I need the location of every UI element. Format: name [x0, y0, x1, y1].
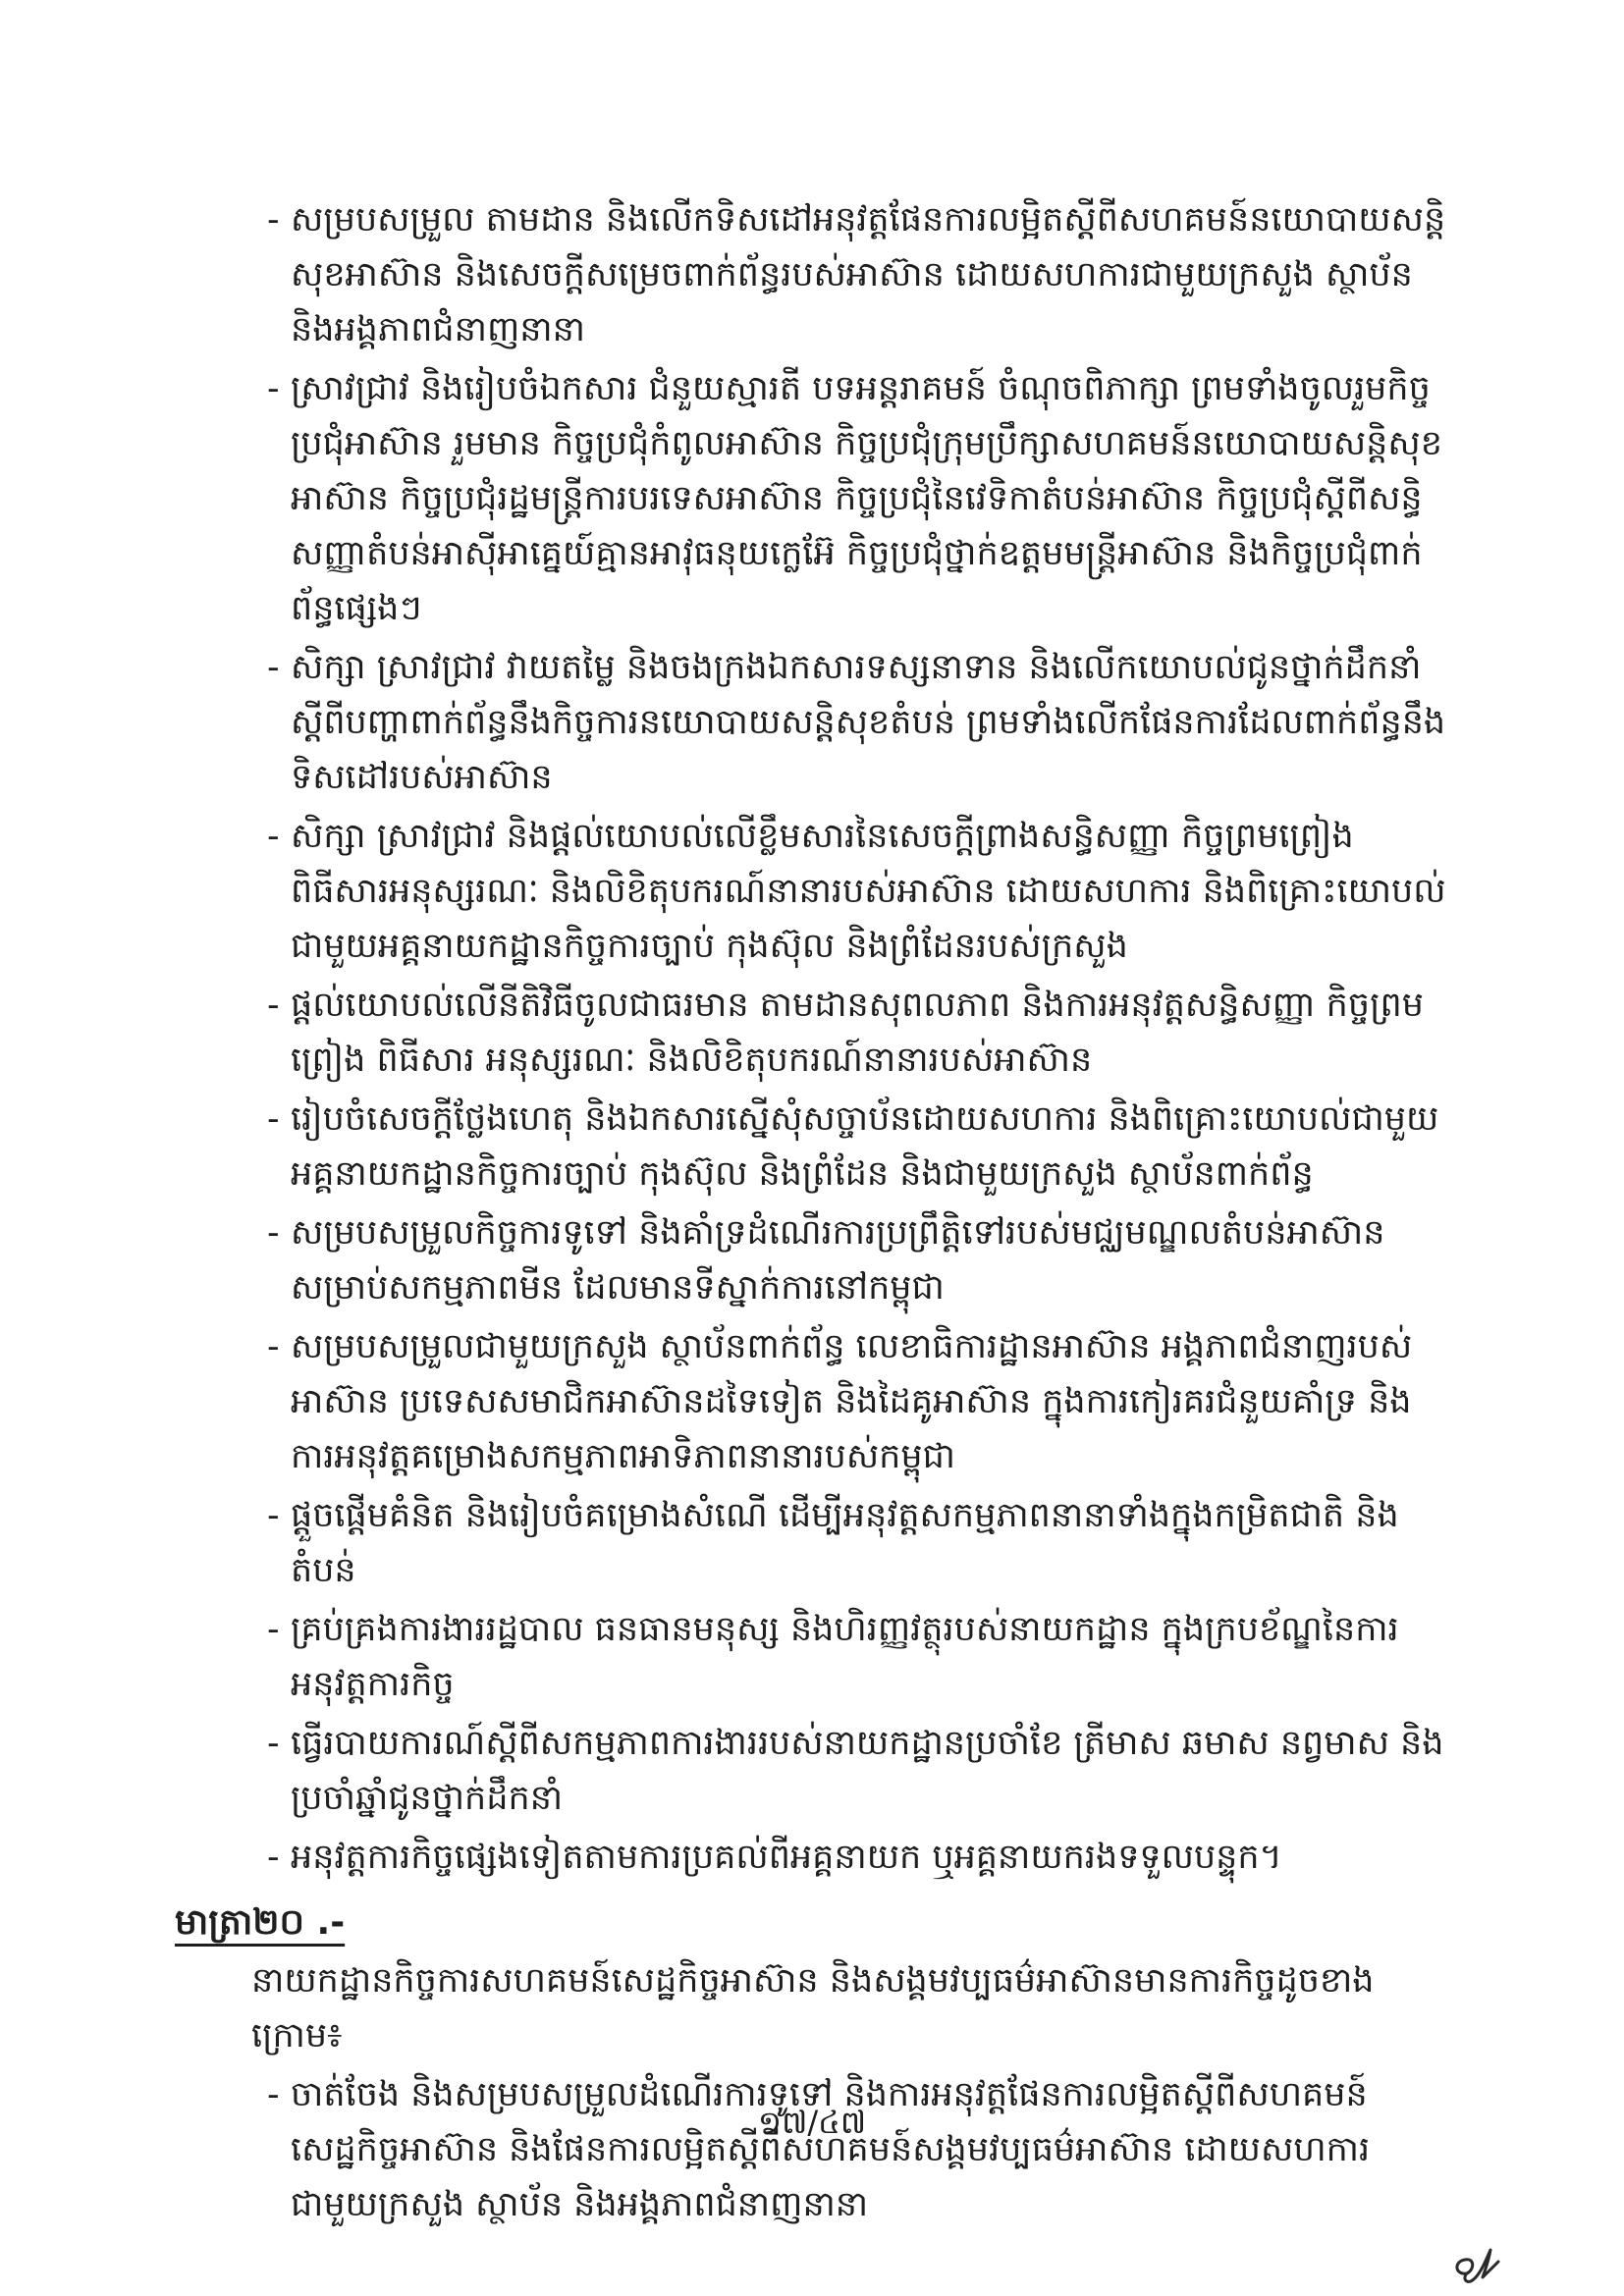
- page-number: ១៧/៤៧: [757, 2104, 867, 2141]
- list-item: [175, 1830, 1451, 1885]
- list-item-text: សម្របសម្រួលកិច្ចការទូទៅ និងគាំទ្រដំណើរការប្រព្រឹត្តិទៅរបស់មជ្ឈមណ្ឌលតំបន់អាស៊ានសម្រាប់សកម្មភាពមីន ដែលមានទីស្នាក់ការនៅកម្ពុជា: [291, 1213, 1385, 1308]
- list-item: [175, 361, 1451, 636]
- handwritten-initials-icon: [1445, 2244, 1502, 2285]
- bullet-dash: -: [267, 986, 280, 1025]
- list-item-text: សម្របសម្រួលជាមួយក្រសួង ស្ថាប័នពាក់ព័ន្ធ លេខាធិការដ្ឋានអាស៊ាន អង្គភាពជំនាញរបស់អាស៊ាន ប្រទេសសមាជិកអាស៊ានដទៃទៀត និងដៃគូអាស៊ាន ក្នុងការកៀរគរជំនួយគាំទ្រ និងការអនុវត្តគម្រោងសកម្មភាពអាទិភាពនានារបស់កម្ពុជា: [291, 1327, 1413, 1476]
- list-item: [175, 1319, 1451, 1484]
- list-item: [175, 2067, 1451, 2232]
- bullet-dash: -: [267, 1213, 280, 1253]
- list-item-text: អនុវត្តការកិច្ចផ្សេងទៀតតាមការប្រគល់ពីអគ្គនាយក ឬអគ្គនាយករងទទួលបន្ទុក។: [291, 1838, 1282, 1877]
- bullet-dash: -: [267, 1724, 280, 1763]
- article-duties-list: [175, 2067, 1451, 2232]
- list-item: [175, 192, 1451, 357]
- bullet-dash: -: [267, 1496, 280, 1535]
- duties-list: [175, 192, 1451, 1885]
- bullet-dash: -: [267, 648, 280, 687]
- article-heading: មាត្រា២០ .-: [175, 1902, 346, 1943]
- bullet-dash: -: [267, 1099, 280, 1139]
- bullet-dash: -: [267, 369, 280, 408]
- list-item: [175, 640, 1451, 805]
- list-item-text: ធ្វើរបាយការណ៍ស្តីពីសកម្មភាពការងាររបស់នាយកដ្ឋានប្រចាំខែ ត្រីមាស ឆមាស នព្វមាស និងប្រចាំឆ្នាំជូនថ្នាក់ដឹកនាំ: [291, 1724, 1444, 1818]
- list-item: [175, 978, 1451, 1088]
- list-item-text: សិក្សា ស្រាវជ្រាវ និងផ្តល់យោបល់លើខ្លឹមសារនៃសេចក្តីព្រាងសន្ធិសញ្ញា កិច្ចព្រមព្រៀង ពិធីសារអនុស្សរណៈ និងលិខិតុបករណ៍នានារបស់អាស៊ាន ដោយសហការ និងពិគ្រោះយោបល់ ជាមួយអគ្គនាយកដ្ឋានកិច្ចការច្បាប់ កុងស៊ុល និងព្រំដែនរបស់ក្រសួង: [291, 817, 1446, 966]
- bullet-dash: -: [267, 2075, 280, 2114]
- list-item: [175, 1488, 1451, 1598]
- list-item: [175, 809, 1451, 974]
- list-item: [175, 1602, 1451, 1712]
- list-item-text: ផ្តល់យោបល់លើនីតិវិធីចូលជាធរមាន តាមដានសុពលភាព និងការអនុវត្តសន្ធិសញ្ញា កិច្ចព្រមព្រៀង ពិធីសារ អនុស្សរណៈ និងលិខិតុបករណ៍នានារបស់អាស៊ាន: [291, 986, 1424, 1080]
- bullet-dash: -: [267, 817, 280, 856]
- list-item: [175, 1092, 1451, 1201]
- list-item: [175, 1716, 1451, 1826]
- list-item-text: ស្រាវជ្រាវ និងរៀបចំឯកសារ ជំនួយស្មារតី បទអន្តរាគមន៍ ចំណុចពិភាក្សា ព្រមទាំងចូលរួមកិច្ចប្រជុំអាស៊ាន រួមមាន កិច្ចប្រជុំកំពូលអាស៊ាន កិច្ចប្រជុំក្រុមប្រឹក្សាសហគមន៍នយោបាយសន្តិសុខអាស៊ាន កិច្ចប្រជុំរដ្ឋមន្ត្រីការបរទេសអាស៊ាន កិច្ចប្រជុំនៃវេទិកាតំបន់អាស៊ាន កិច្ចប្រជុំស្តីពីសន្ធិសញ្ញាតំបន់អាស៊ីអាគ្នេយ៍គ្មានអាវុធនុយក្លេអ៊ែ កិច្ចប្រជុំថ្នាក់ឧត្តមមន្ត្រីអាស៊ាន និងកិច្ចប្រជុំពាក់ព័ន្ធផ្សេងៗ: [291, 369, 1442, 628]
- list-item-text: គ្រប់គ្រងការងាររដ្ឋបាល ធនធានមនុស្ស និងហិរញ្ញវត្ថុរបស់នាយកដ្ឋាន ក្នុងក្របខ័ណ្ឌនៃការអនុវត្តការកិច្ច: [291, 1610, 1399, 1704]
- list-item: [175, 1205, 1451, 1315]
- list-item-text: ចាត់ចែង និងសម្របសម្រួលដំណើរការទូទៅ និងការអនុវត្តផែនការលម្អិតស្តីពីសហគមន៍សេដ្ឋកិច្ចអាស៊ាន និងផែនការលម្អិតស្តីពីសហគមន៍សង្គមវប្បធម៌អាស៊ាន ដោយសហការជាមួយក្រសួង ស្ថាប័ន និងអង្គភាពជំនាញនានា: [291, 2075, 1371, 2224]
- list-item-text: សិក្សា ស្រាវជ្រាវ វាយតម្លៃ និងចងក្រងឯកសារទស្សនាទាន និងលើកយោបល់ជូនថ្នាក់ដឹកនាំស្តីពីបញ្ហាពាក់ព័ន្ធនឹងកិច្ចការនយោបាយសន្តិសុខតំបន់ ព្រមទាំងលើកផែនការដែលពាក់ព័ន្ធនឹងទិសដៅរបស់អាស៊ាន: [291, 648, 1446, 797]
- bullet-dash: -: [267, 1327, 280, 1366]
- list-item-text: រៀបចំសេចក្តីថ្លែងហេតុ និងឯកសារស្នើសុំសច្ចាប័នដោយសហការ និងពិគ្រោះយោបល់ជាមួយអគ្គនាយកដ្ឋានកិច្ចការច្បាប់ កុងស៊ុល និងព្រំដែន និងជាមួយក្រសួង ស្ថាប័នពាក់ព័ន្ធ: [291, 1099, 1439, 1194]
- page-content: [175, 192, 1451, 2236]
- list-item-text: សម្របសម្រួល តាមដាន និងលើកទិសដៅអនុវត្តផែនការលម្អិតស្តីពីសហគមន៍នយោបាយសន្តិសុខអាស៊ាន និងសេចក្តីសម្រេចពាក់ព័ន្ធរបស់អាស៊ាន ដោយសហការជាមួយក្រសួង ស្ថាប័ន និងអង្គភាពជំនាញនានា: [291, 200, 1446, 349]
- article-intro: នាយកដ្ឋានកិច្ចការសហគមន៍សេដ្ឋកិច្ចអាស៊ាន និងសង្គមវប្បធម៌អាស៊ានមានការកិច្ចដូចខាងក្រោម៖: [251, 1961, 1375, 2056]
- bullet-dash: -: [267, 1838, 280, 1877]
- bullet-dash: -: [267, 200, 280, 240]
- bullet-dash: -: [267, 1610, 280, 1649]
- list-item-text: ផ្តួចផ្តើមគំនិត និងរៀបចំគម្រោងសំណើ ដើម្បីអនុវត្តសកម្មភាពនានាទាំងក្នុងកម្រិតជាតិ និងតំបន់: [291, 1496, 1399, 1590]
